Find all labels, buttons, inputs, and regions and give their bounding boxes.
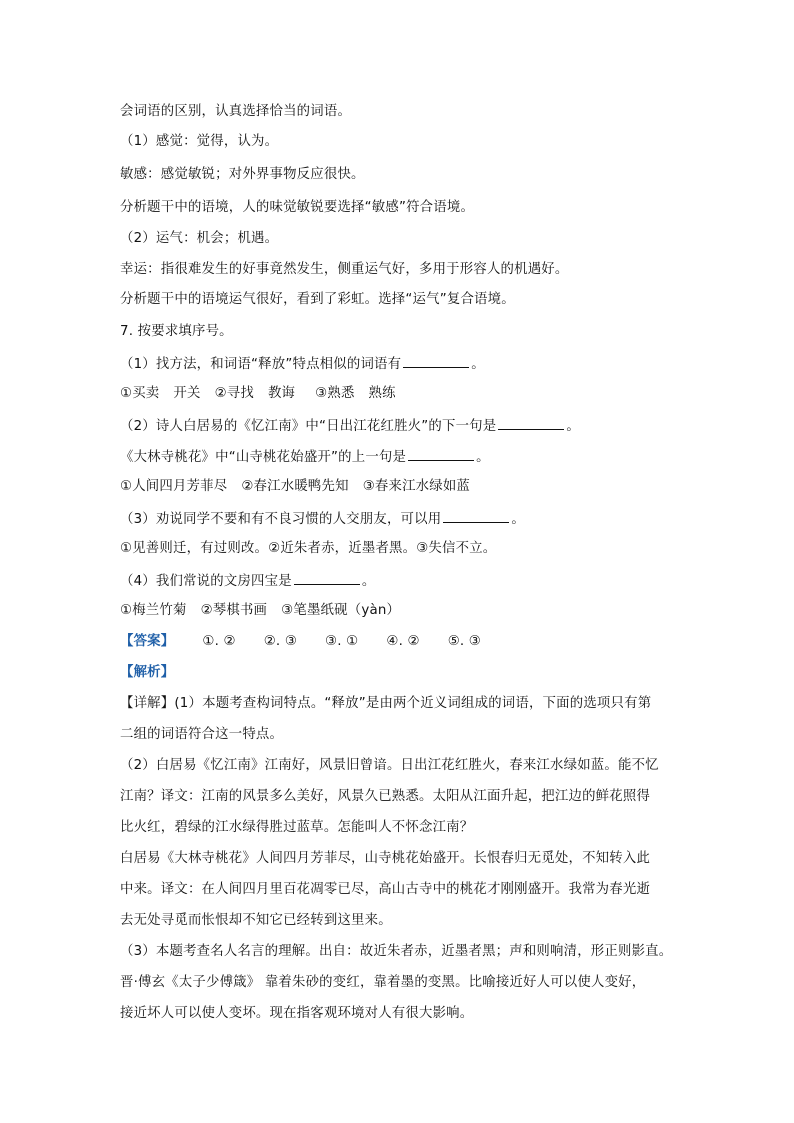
- option: ②春江水暖鸭先知: [241, 479, 349, 494]
- analysis-line: 去无处寻觅而怅恨却不知它已经转到这里来。: [120, 913, 392, 928]
- analysis-text: (1）本题考查构词特点。“释放”是由两个近义词组成的词语，下面的选项只有第: [174, 696, 652, 711]
- text-line: 敏感：感觉敏锐；对外界事物反应很快。: [120, 167, 365, 182]
- option: 教诲: [267, 386, 296, 401]
- question-text: （2）诗人白居易的《忆江南》中“日出江花红胜火”的下一句是: [120, 419, 497, 434]
- answer-blank: [294, 570, 360, 585]
- answer-blank: [408, 446, 474, 461]
- question-text: 《大林寺桃花》中“山寺桃花始盛开”的上一句是: [120, 450, 407, 465]
- analysis-line: 接近坏人可以使人变坏。现在指客观环境对人有很大影响。: [120, 1006, 474, 1021]
- text-line: 分析题干中的语境，人的味觉敏锐要选择“敏感”符合语境。: [120, 200, 475, 215]
- analysis-tag: 【解析】: [120, 665, 175, 680]
- text-line: （1）感觉：觉得，认为。: [120, 134, 279, 149]
- options-line: [120, 601, 400, 621]
- analysis-line: 比火红，碧绿的江水绿得胜过蓝草。怎能叫人不怀念江南？: [120, 820, 474, 835]
- answer-blank: [498, 415, 564, 430]
- option: ③熟悉: [315, 386, 355, 401]
- question-end: 。: [476, 450, 490, 465]
- question-end: 。: [361, 574, 376, 589]
- question-item: [120, 415, 580, 437]
- analysis-heading: [120, 663, 174, 683]
- question-text: （3）劝说同学不要和有不良习惯的人交朋友，可以用: [120, 512, 442, 527]
- options-line: [120, 477, 470, 497]
- analysis-line: 江南？译文：江南的风景多么美好，风景久已熟悉。太阳从江面升起，把江边的鲜花照得: [120, 789, 651, 804]
- question-end: 。: [566, 419, 580, 434]
- option: ③笔墨纸砚（yàn）: [281, 603, 401, 618]
- answer-line: [120, 632, 481, 652]
- question-end: 。: [471, 357, 485, 372]
- question-text: （4）我们常说的文房四宝是: [120, 574, 292, 589]
- text-line: 分析题干中的语境运气很好，看到了彩虹。选择“运气”复合语境。: [120, 292, 515, 307]
- text-line: 幸运：指很难发生的好事竟然发生，侧重运气好，多用于形容人的机遇好。: [120, 262, 569, 277]
- answer-item: ②. ③: [263, 634, 298, 649]
- analysis-line: 白居易《大林寺桃花》人间四月芳菲尽，山寺桃花始盛开。长恨春归无觅处，不知转入此: [120, 851, 651, 866]
- answer-tag: 【答案】: [120, 634, 175, 649]
- analysis-line: （2）白居易《忆江南》江南好，风景旧曾谙。日出江花红胜火，春来江水绿如蓝。能不忆: [120, 758, 659, 773]
- option: 熟练: [368, 386, 396, 401]
- option: ①买卖: [120, 386, 160, 401]
- option: ①梅兰竹菊: [120, 603, 187, 618]
- text-line: 会词语的区别，认真选择恰当的词语。: [120, 104, 352, 119]
- answer-blank: [443, 508, 509, 523]
- question-text: （1）找方法，和词语“释放”特点相似的词语有: [120, 357, 402, 372]
- option: 开关: [173, 386, 201, 401]
- answer-blank: [403, 353, 469, 368]
- option: ②琴棋书画: [200, 603, 268, 618]
- question-item: [120, 446, 490, 468]
- options-line: ①见善则迁，有过则改。②近朱者赤，近墨者黑。③失信不立。: [120, 541, 497, 556]
- question-heading: 7. 按要求填序号。: [120, 324, 233, 339]
- option: ②寻找: [214, 386, 254, 401]
- question-item: [120, 508, 525, 530]
- detail-tag: 【详解】: [120, 696, 175, 711]
- analysis-line: 中来。译文：在人间四月里百花凋零已尽，高山古寺中的桃花才刚刚盛开。我常为春光逝: [120, 882, 651, 897]
- analysis-line: [120, 694, 651, 714]
- analysis-line: 二组的词语符合这一特点。: [120, 727, 284, 742]
- question-item: [120, 570, 375, 592]
- question-item: [120, 353, 485, 375]
- option: ③春来江水绿如蓝: [362, 479, 471, 494]
- options-line: [120, 384, 396, 404]
- analysis-line: 晋·傅玄《太子少傅箴》 靠着朱砂的变红，靠着墨的变黑。比喻接近好人可以使人变好，: [120, 975, 646, 990]
- text-line: （2）运气：机会；机遇。: [120, 231, 279, 246]
- answer-item: ⑤. ③: [447, 634, 482, 649]
- option: ①人间四月芳菲尽: [120, 479, 228, 494]
- answer-item: ④. ②: [386, 634, 420, 649]
- analysis-line: （3）本题考查名人名言的理解。出自：故近朱者赤，近墨者黑；声和则响清，形正则影直。: [120, 944, 673, 959]
- question-end: 。: [511, 512, 525, 527]
- answer-item: ③. ①: [325, 634, 359, 649]
- answer-item: ①. ②: [202, 634, 236, 649]
